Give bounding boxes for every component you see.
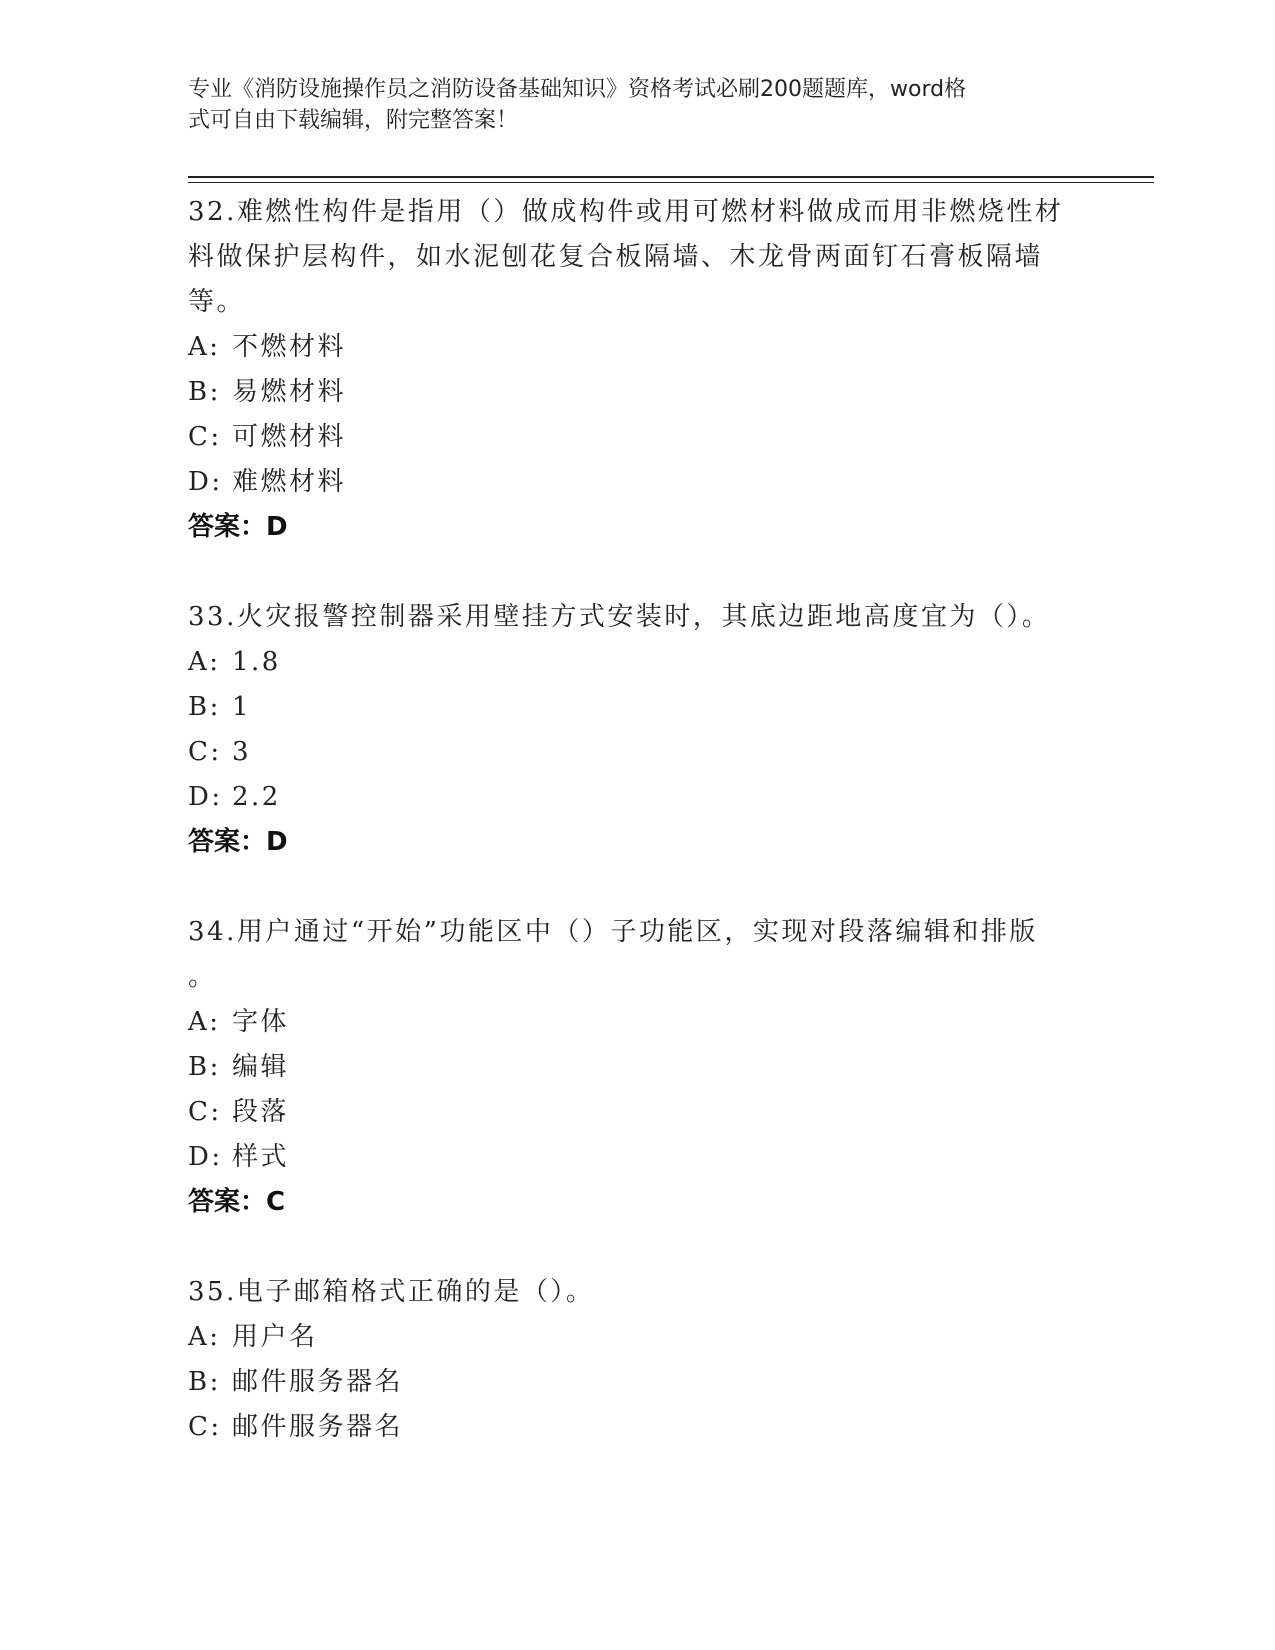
option-text: 1 xyxy=(232,692,252,722)
option-d xyxy=(188,460,1088,505)
question-line: 33.火灾报警控制器采用壁挂方式安装时，其底边距地高度宜为（）。 xyxy=(188,602,1051,632)
option-a xyxy=(188,1315,1088,1360)
header-divider-thick xyxy=(188,176,1154,178)
option-a xyxy=(188,1000,1088,1045)
option-text: 3 xyxy=(232,737,252,767)
option-key: D: xyxy=(188,467,223,497)
option-text: 不燃材料 xyxy=(232,332,347,362)
option-d xyxy=(188,1135,1088,1180)
option-b xyxy=(188,370,1088,415)
question-line: 等。 xyxy=(188,287,246,317)
option-key: A: xyxy=(188,1322,221,1352)
option-b xyxy=(188,685,1088,730)
option-key: D: xyxy=(188,782,223,812)
question-text xyxy=(188,910,1088,1000)
answer-label: 答案：C xyxy=(188,1187,286,1217)
option-key: C: xyxy=(188,1097,222,1127)
answer-label: 答案：D xyxy=(188,512,288,542)
option-text: 段落 xyxy=(232,1097,290,1127)
header-line-1: 专业《消防设施操作员之消防设备基础知识》资格考试必刷200题题库，word格 xyxy=(188,77,967,102)
option-key: C: xyxy=(188,737,222,767)
option-c xyxy=(188,730,1088,775)
option-text: 用户名 xyxy=(232,1322,318,1352)
header-divider-thin xyxy=(188,182,1154,183)
option-text: 难燃材料 xyxy=(232,467,347,497)
option-text: 邮件服务器名 xyxy=(232,1412,404,1442)
option-key: B: xyxy=(188,377,221,407)
option-text: 2.2 xyxy=(232,782,281,812)
question-35 xyxy=(188,1270,1088,1450)
question-line: 。 xyxy=(188,962,217,992)
option-key: B: xyxy=(188,1052,221,1082)
option-key: A: xyxy=(188,332,221,362)
header-line-2: 式可自由下载编辑，附完整答案！ xyxy=(188,108,519,133)
option-key: B: xyxy=(188,692,221,722)
question-33 xyxy=(188,595,1088,865)
option-key: B: xyxy=(188,1367,221,1397)
question-32 xyxy=(188,190,1088,550)
option-key: A: xyxy=(188,1007,221,1037)
question-34 xyxy=(188,910,1088,1225)
option-c xyxy=(188,1090,1088,1135)
option-key: C: xyxy=(188,1412,222,1442)
question-text xyxy=(188,190,1088,325)
question-line: 32.难燃性构件是指用（）做成构件或用可燃材料做成而用非燃烧性材 xyxy=(188,197,1064,227)
answer-label: 答案：D xyxy=(188,827,288,857)
option-a xyxy=(188,640,1088,685)
option-key: D: xyxy=(188,1142,223,1172)
option-key: A: xyxy=(188,647,221,677)
question-line: 料做保护层构件，如水泥刨花复合板隔墙、木龙骨两面钉石膏板隔墙 xyxy=(188,242,1044,272)
option-c xyxy=(188,415,1088,460)
question-line: 34.用户通过“开始”功能区中（）子功能区，实现对段落编辑和排版 xyxy=(188,917,1038,947)
option-a xyxy=(188,325,1088,370)
option-text: 易燃材料 xyxy=(232,377,347,407)
option-text: 样式 xyxy=(232,1142,290,1172)
option-text: 编辑 xyxy=(232,1052,290,1082)
option-d xyxy=(188,775,1088,820)
option-b xyxy=(188,1360,1088,1405)
option-text: 字体 xyxy=(232,1007,290,1037)
question-line: 35.电子邮箱格式正确的是（）。 xyxy=(188,1277,595,1307)
option-key: C: xyxy=(188,422,222,452)
option-text: 邮件服务器名 xyxy=(232,1367,404,1397)
question-list xyxy=(188,190,1088,1495)
option-b xyxy=(188,1045,1088,1090)
option-text: 可燃材料 xyxy=(232,422,347,452)
question-text xyxy=(188,1270,1088,1315)
option-c xyxy=(188,1405,1088,1450)
option-text: 1.8 xyxy=(232,647,281,677)
document-header xyxy=(188,74,1068,136)
question-text xyxy=(188,595,1088,640)
